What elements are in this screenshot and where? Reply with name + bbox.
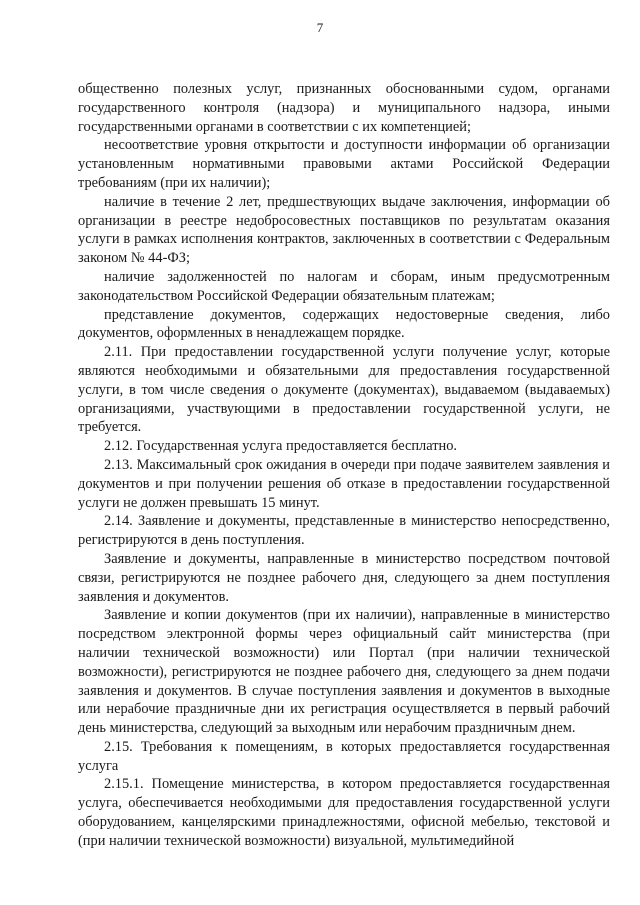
paragraph: несоответствие уровня открытости и доступности информации об организации установленным нормативными правовыми актами Российской Федерации требованиям (при их наличии);	[78, 137, 610, 191]
paragraph: 2.13. Максимальный срок ожидания в очереди при подаче заявителем заявления и документов и при получении решения об отказе в предоставлении государственной услуги не должен превышать 15 минут.	[78, 456, 610, 511]
page-number: 7	[316, 20, 324, 35]
paragraph: общественно полезных услуг, признанных обоснованными судом, органами государственного контроля (надзора) и муниципального надзора, иными государственными органами в соответствии с их компетенцией;	[78, 81, 610, 135]
document-body	[78, 80, 610, 851]
paragraph: 2.15. Требования к помещениям, в которых предоставляется государственная услуга	[78, 738, 610, 774]
paragraph: представление документов, содержащих недостоверные сведения, либо документов, оформленных в ненадлежащем порядке.	[78, 306, 610, 342]
paragraph: 2.12. Государственная услуга предоставляется бесплатно.	[104, 438, 458, 455]
paragraph: наличие в течение 2 лет, предшествующих выдаче заключения, информации об организации в реестре недобросовестных поставщиков по результатам оказания услуги в рамках исполнения контрактов, заключенных в соответствии с Федеральным законом № 44-ФЗ;	[78, 193, 610, 267]
paragraph: наличие задолженностей по налогам и сборам, иным предусмотренным законодательством Российской Федерации обязательным платежам;	[78, 268, 610, 304]
paragraph: 2.15.1. Помещение министерства, в котором предоставляется государственная услуга, обеспечивается необходимыми для предоставления государственной услуги оборудованием, канцелярскими принадлежностями, офисной мебелью, текстовой и (при наличии технической возможности) визуальной, мультимедийной	[78, 776, 610, 849]
paragraph: 2.14. Заявление и документы, представленные в министерство непосредственно, регистрируются в день поступления.	[78, 513, 610, 549]
paragraph: Заявление и копии документов (при их наличии), направленные в министерство посредством электронной формы через официальный сайт министерства (при наличии технической возможности) или Портал (при наличии технической возможности), регистрируются не позднее рабочего дня, следующего за днем подачи заявления и документов. В случае поступления заявления и документов в выходные или нерабочие праздничные дни их регистрация осуществляется в первый рабочий день министерства, следующий за выходным или нерабочим праздничным днем.	[78, 607, 610, 737]
paragraph: Заявление и документы, направленные в министерство посредством почтовой связи, регистрируются не позднее рабочего дня, следующего за днем поступления заявления и документов.	[78, 550, 610, 605]
paragraph: 2.11. При предоставлении государственной услуги получение услуг, которые являются необходимыми и обязательными для предоставления государственной услуги, в том числе сведения о документе (документах), выдаваемом (выдаваемых) организациями, участвующими в предоставлении государственной услуги, не требуется.	[78, 344, 610, 436]
